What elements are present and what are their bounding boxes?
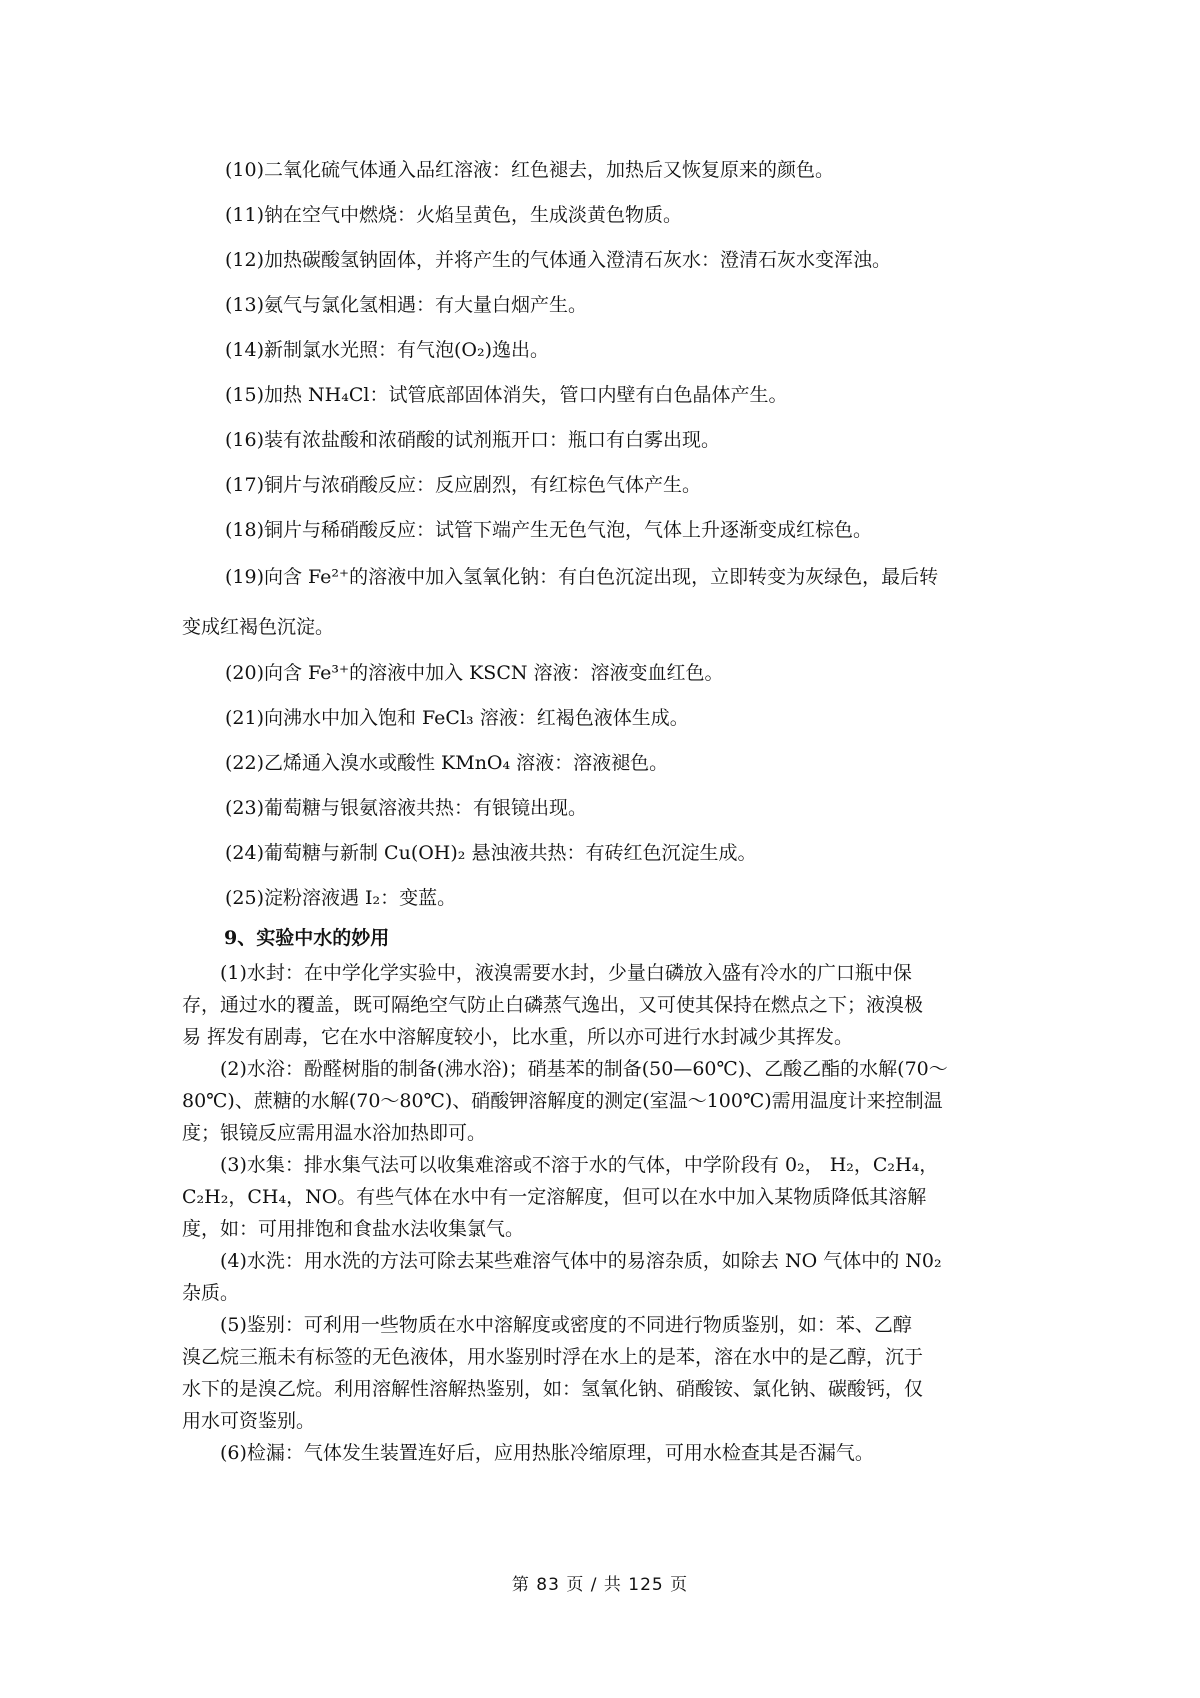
page-footer: 第 83 页 / 共 125 页 xyxy=(511,1575,689,1595)
list-item: (23)葡萄糖与银氨溶液共热：有银镜出现。 xyxy=(225,797,588,819)
list-item: (12)加热碳酸氢钠固体，并将产生的气体通入澄清石灰水：澄清石灰水变浑浊。 xyxy=(225,249,892,271)
section-heading: 9、实验中水的妙用 xyxy=(224,927,390,949)
list-item: (20)向含 Fe³⁺的溶液中加入 KSCN 溶液：溶液变血红色。 xyxy=(225,662,724,684)
paragraph-line: C₂H₂，CH₄，NO。有些气体在水中有一定溶解度，但可以在水中加入某物质降低其溶解 xyxy=(182,1186,927,1208)
paragraph-line: 杂质。 xyxy=(182,1282,240,1304)
list-item: (22)乙烯通入溴水或酸性 KMnO₄ 溶液：溶液褪色。 xyxy=(225,752,669,774)
paragraph-line: 度，如：可用排饱和食盐水法收集氯气。 xyxy=(182,1218,525,1240)
list-item-continuation: 变成红褐色沉淀。 xyxy=(182,616,335,638)
list-item: (24)葡萄糖与新制 Cu(OH)₂ 悬浊液共热：有砖红色沉淀生成。 xyxy=(225,842,757,864)
paragraph-line: (4)水洗：用水洗的方法可除去某些难溶气体中的易溶杂质，如除去 NO 气体中的 N0₂ xyxy=(220,1250,942,1272)
paragraph-line: 存，通过水的覆盖，既可隔绝空气防止白磷蒸气逸出，又可使其保持在燃点之下；液溴极 xyxy=(182,994,924,1016)
list-item: (14)新制氯水光照：有气泡(O₂)逸出。 xyxy=(225,339,550,361)
paragraph-line: 80℃)、蔗糖的水解(70～80℃)、硝酸钾溶解度的测定(室温～100℃)需用温度计来控制温 xyxy=(182,1090,943,1112)
list-item: (15)加热 NH₄Cl：试管底部固体消失，管口内壁有白色晶体产生。 xyxy=(225,384,788,406)
paragraph-line: (3)水集：排水集气法可以收集难溶或不溶于水的气体，中学阶段有 0₂， H₂，C₂H₄， xyxy=(220,1154,939,1176)
list-item: (18)铜片与稀硝酸反应：试管下端产生无色气泡，气体上升逐渐变成红棕色。 xyxy=(225,519,873,541)
paragraph-line: (1)水封：在中学化学实验中，液溴需要水封，少量白磷放入盛有冷水的广口瓶中保 xyxy=(220,962,912,984)
list-item: (21)向沸水中加入饱和 FeCl₃ 溶液：红褐色液体生成。 xyxy=(225,707,689,729)
paragraph-line: (2)水浴：酚醛树脂的制备(沸水浴)；硝基苯的制备(50—60℃)、乙酸乙酯的水解(70～ xyxy=(220,1058,948,1080)
paragraph-line: 易 挥发有剧毒，它在水中溶解度较小，比水重，所以亦可进行水封减少其挥发。 xyxy=(182,1026,854,1048)
paragraph-line: 水下的是溴乙烷。利用溶解性溶解热鉴别，如：氢氧化钠、硝酸铵、氯化钠、碳酸钙，仅 xyxy=(182,1378,924,1400)
list-item: (13)氨气与氯化氢相遇：有大量白烟产生。 xyxy=(225,294,588,316)
paragraph-line: (6)检漏：气体发生装置连好后，应用热胀冷缩原理，可用水检查其是否漏气。 xyxy=(220,1442,874,1464)
paragraph-line: 度；银镜反应需用温水浴加热即可。 xyxy=(182,1122,487,1144)
list-item: (25)淀粉溶液遇 I₂：变蓝。 xyxy=(225,887,457,909)
paragraph-line: 用水可资鉴别。 xyxy=(182,1410,316,1432)
list-item: (17)铜片与浓硝酸反应：反应剧烈，有红棕色气体产生。 xyxy=(225,474,702,496)
paragraph-line: 溴乙烷三瓶未有标签的无色液体，用水鉴别时浮在水上的是苯，溶在水中的是乙醇，沉于 xyxy=(182,1346,924,1368)
list-item: (11)钠在空气中燃烧：火焰呈黄色，生成淡黄色物质。 xyxy=(225,204,683,226)
list-item: (10)二氧化硫气体通入品红溶液：红色褪去，加热后又恢复原来的颜色。 xyxy=(225,159,835,181)
list-item: (16)装有浓盐酸和浓硝酸的试剂瓶开口：瓶口有白雾出现。 xyxy=(225,429,721,451)
paragraph-line: (5)鉴别：可利用一些物质在水中溶解度或密度的不同进行物质鉴别，如：苯、乙醇 xyxy=(220,1314,912,1336)
list-item: (19)向含 Fe²⁺的溶液中加入氢氧化钠：有白色沉淀出现，立即转变为灰绿色，最后转 xyxy=(225,566,939,588)
